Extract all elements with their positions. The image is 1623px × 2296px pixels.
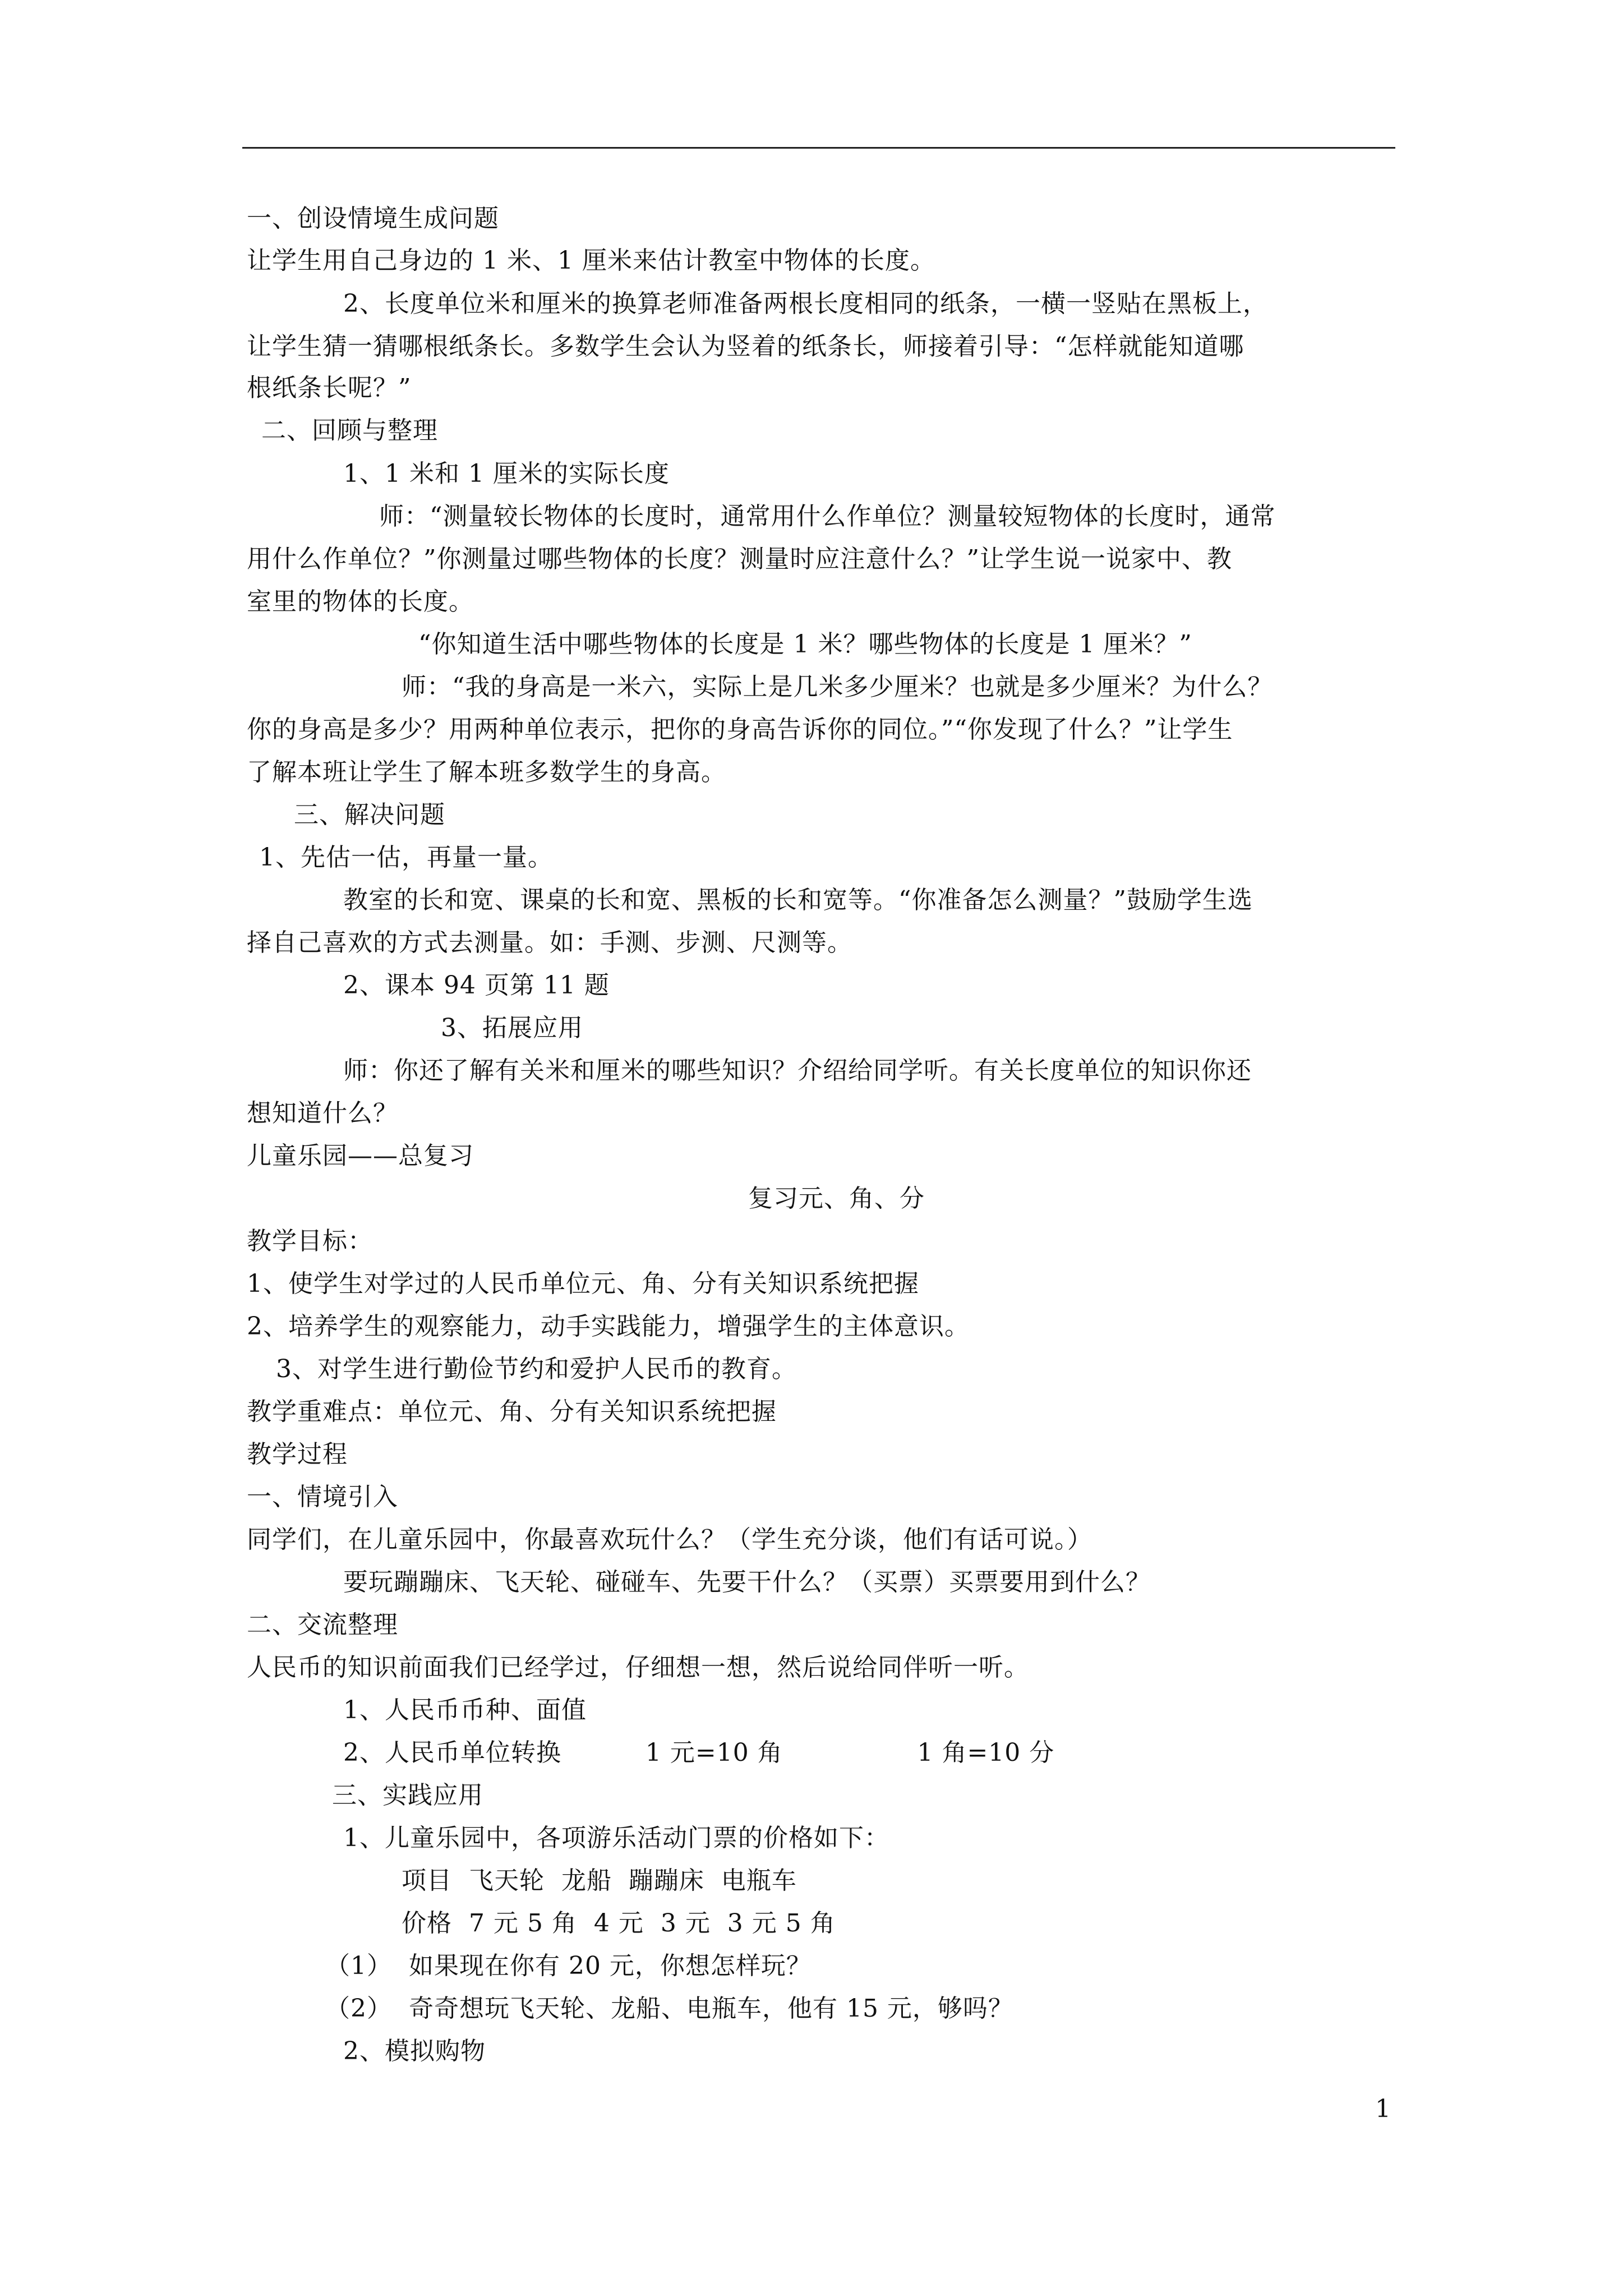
text-line: 用什么作单位？”你测量过哪些物体的长度？测量时应注意什么？”让学生说一说家中、教 — [247, 545, 1232, 573]
text-line: 师：“测量较长物体的长度时，通常用什么作单位？测量较短物体的长度时，通常 — [379, 502, 1276, 531]
text-line: 同学们，在儿童乐园中，你最喜欢玩什么？（学生充分谈，他们有话可说。） — [247, 1525, 1092, 1554]
header-rule — [242, 147, 1395, 149]
section-title: 复习元、角、分 — [748, 1184, 925, 1213]
text-line: 1、人民币币种、面值 — [343, 1696, 587, 1724]
text-line: 根纸条长呢？” — [247, 374, 412, 402]
text-line: 二、回顾与整理 — [261, 416, 438, 445]
text-line: （2） 奇奇想玩飞天轮、龙船、电瓶车，他有 15 元，够吗？ — [325, 1994, 1013, 2023]
text-line: 1、先估一估，再量一量。 — [259, 843, 553, 872]
text-line: 要玩蹦蹦床、飞天轮、碰碰车、先要干什么？（买票）买票要用到什么？ — [343, 1568, 1151, 1596]
text-line: 2、模拟购物 — [343, 2037, 486, 2065]
text-line: 1、使学生对学过的人民币单位元、角、分有关知识系统把握 — [247, 1269, 919, 1298]
text-line: 三、解决问题 — [294, 800, 445, 829]
text-line: 教学过程 — [247, 1440, 348, 1469]
text-line: 师：“我的身高是一米六，实际上是几米多少厘米？也就是多少厘米？为什么？ — [402, 673, 1273, 701]
text-line: “你知道生活中哪些物体的长度是 1 米？哪些物体的长度是 1 厘米？” — [418, 630, 1192, 659]
text-line: 了解本班让学生了解本班多数学生的身高。 — [247, 758, 726, 786]
text-line: 让学生猜一猜哪根纸条长。多数学生会认为竖着的纸条长，师接着引导：“怎样就能知道哪 — [247, 332, 1244, 361]
text-line: 教学重难点：单位元、角、分有关知识系统把握 — [247, 1397, 777, 1426]
text-line: 三、实践应用 — [332, 1781, 483, 1810]
text-line: 2、长度单位米和厘米的换算老师准备两根长度相同的纸条，一横一竖贴在黑板上， — [343, 289, 1268, 318]
text-line: 你的身高是多少？用两种单位表示，把你的身高告诉你的同位。”“你发现了什么？”让学生 — [247, 715, 1233, 744]
text-line: 一、情境引入 — [247, 1483, 398, 1511]
text-line: 1、1 米和 1 厘米的实际长度 — [343, 459, 670, 488]
text-line: 3、拓展应用 — [441, 1014, 583, 1042]
text-line: 想知道什么？ — [247, 1099, 398, 1128]
text-line: 师：你还了解有关米和厘米的哪些知识？介绍给同学听。有关长度单位的知识你还 — [343, 1056, 1252, 1085]
text-line: 教学目标： — [247, 1227, 373, 1255]
price-table-header: 项目 飞天轮 龙船 蹦蹦床 电瓶车 — [402, 1866, 797, 1895]
text-line: 一、创设情境生成问题 — [247, 204, 499, 233]
text-line: （1） 如果现在你有 20 元，你想怎样玩？ — [325, 1952, 811, 1980]
text-line: 教室的长和宽、课桌的长和宽、黑板的长和宽等。“你准备怎么测量？”鼓励学生选 — [343, 886, 1253, 914]
text-line: 儿童乐园——总复习 — [247, 1142, 474, 1170]
text-line: 让学生用自己身边的 1 米、1 厘米来估计教室中物体的长度。 — [247, 246, 935, 275]
text-line: 2、课本 94 页第 11 题 — [343, 971, 610, 1000]
price-table-row: 价格 7 元 5 角 4 元 3 元 3 元 5 角 — [402, 1909, 836, 1938]
text-line: 室里的物体的长度。 — [247, 587, 474, 616]
text-line: 3、对学生进行勤俭节约和爱护人民币的教育。 — [276, 1355, 797, 1383]
text-line: 2、培养学生的观察能力，动手实践能力，增强学生的主体意识。 — [247, 1312, 970, 1341]
text-line: 人民币的知识前面我们已经学过，仔细想一想，然后说给同伴听一听。 — [247, 1653, 1029, 1682]
text-line: 二、交流整理 — [247, 1611, 398, 1639]
text-line: 1、儿童乐园中，各项游乐活动门票的价格如下： — [343, 1824, 889, 1852]
text-line: 2、人民币单位转换 1 元=10 角 1 角=10 分 — [343, 1738, 1055, 1767]
page-number: 1 — [1375, 2095, 1391, 2123]
text-line: 择自己喜欢的方式去测量。如：手测、步测、尺测等。 — [247, 928, 852, 957]
